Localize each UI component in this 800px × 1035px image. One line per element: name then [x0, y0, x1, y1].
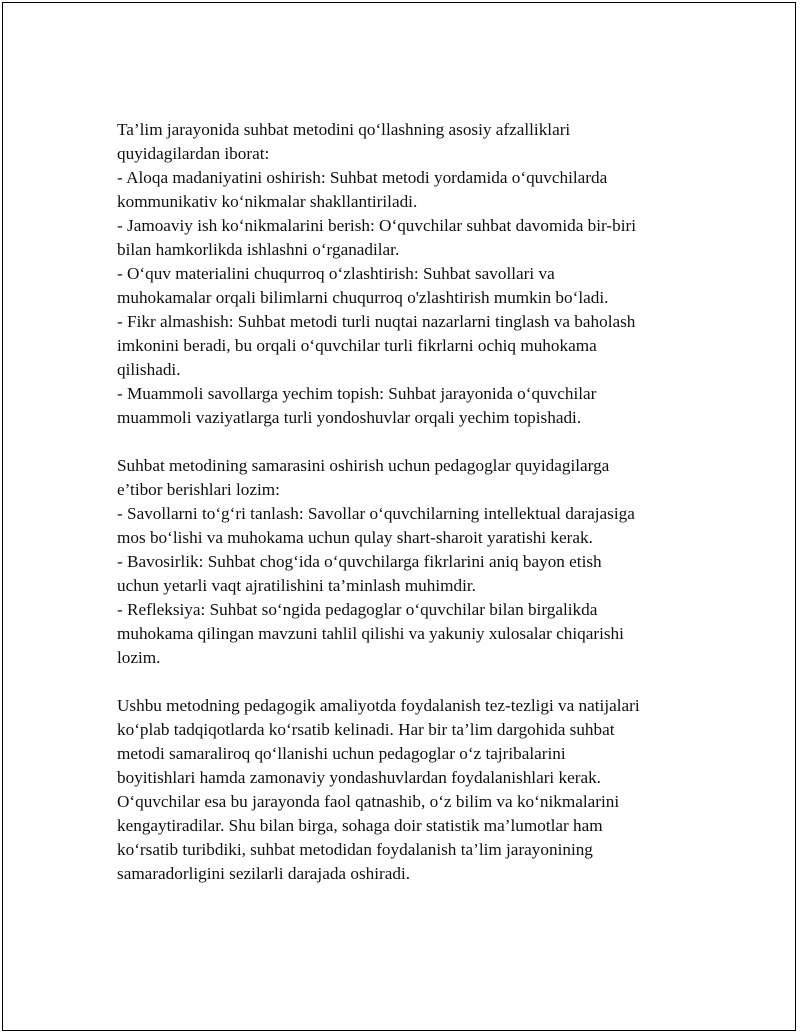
text-line: kommunikativ ko‘nikmalar shakllantiriladi.: [117, 192, 418, 211]
text-line: Suhbat metodining samarasini oshirish uchun pedagoglar quyidagilarga: [117, 456, 610, 475]
paragraph-gap: [117, 430, 687, 454]
text-line: mos bo‘lishi va muhokama uchun qulay shart-sharoit yaratishi kerak.: [117, 528, 593, 547]
text-line: muhokama qilingan mavzuni tahlil qilishi va yakuniy xulosalar chiqarishi: [117, 624, 624, 643]
list-item-question-selection: - Savollarni to‘g‘ri tanlash: Savollar o‘quvchilarning intellektual darajasiga: [117, 504, 635, 523]
text-line: quyidagilardan iborat:: [117, 144, 270, 163]
text-line: ko‘plab tadqiqotlarda ko‘rsatib kelinadi. Har bir ta’lim dargohida suhbat: [117, 720, 615, 739]
list-item-idea-exchange: - Fikr almashish: Suhbat metodi turli nuqtai nazarlarni tinglash va baholash: [117, 312, 636, 331]
list-item-problem-solving: - Muammoli savollarga yechim topish: Suhbat jarayonida o‘quvchilar: [117, 384, 597, 403]
document-body: [117, 118, 687, 886]
text-line: bilan hamkorlikda ishlashni o‘rganadilar.: [117, 240, 400, 259]
text-line: kengaytiradilar. Shu bilan birga, sohaga doir statistik ma’lumotlar ham: [117, 816, 603, 835]
text-line: lozim.: [117, 648, 161, 667]
text-line: muhokamalar orqali bilimlarni chuqurroq o'zlashtirish mumkin bo‘ladi.: [117, 288, 609, 307]
list-item-teamwork: - Jamoaviy ish ko‘nikmalarini berish: O‘quvchilar suhbat davomida bir-biri: [117, 216, 636, 235]
list-item-deep-learning: - O‘quv materialini chuqurroq o‘zlashtirish: Suhbat savollari va: [117, 264, 555, 283]
text-line: qilishadi.: [117, 360, 181, 379]
paragraph-recommendations: [117, 454, 687, 670]
text-line: samaradorligini sezilarli darajada oshiradi.: [117, 864, 411, 883]
text-line: Ta’lim jarayonida suhbat metodini qo‘llashning asosiy afzalliklari: [117, 120, 571, 139]
text-line: imkonini beradi, bu orqali o‘quvchilar turli fikrlarni ochiq muhokama: [117, 336, 597, 355]
text-line: ko‘rsatib turibdiki, suhbat metodidan foydalanish ta’lim jarayonining: [117, 840, 593, 859]
text-line: muammoli vaziyatlarga turli yondoshuvlar orqali yechim topishadi.: [117, 408, 582, 427]
paragraph-conclusion: [117, 694, 687, 886]
text-line: O‘quvchilar esa bu jarayonda faol qatnashib, o‘z bilim va ko‘nikmalarini: [117, 792, 620, 811]
text-line: boyitishlari hamda zamonaviy yondashuvlardan foydalanishlari kerak.: [117, 768, 601, 787]
text-line: uchun yetarli vaqt ajratilishini ta’minlash muhimdir.: [117, 576, 476, 595]
text-line: metodi samaraliroq qo‘llanishi uchun pedagoglar o‘z tajribalarini: [117, 744, 566, 763]
paragraph-gap: [117, 670, 687, 694]
list-item-reflection: - Refleksiya: Suhbat so‘ngida pedagoglar o‘quvchilar bilan birgalikda: [117, 600, 598, 619]
list-item-time-allocation: - Bavosirlik: Suhbat chog‘ida o‘quvchilarga fikrlarini aniq bayon etish: [117, 552, 602, 571]
paragraph-advantages: [117, 118, 687, 430]
text-line: e’tibor berishlari lozim:: [117, 480, 280, 499]
list-item-communication: - Aloqa madaniyatini oshirish: Suhbat metodi yordamida o‘quvchilarda: [117, 168, 608, 187]
text-line: Ushbu metodning pedagogik amaliyotda foydalanish tez-tezligi va natijalari: [117, 696, 640, 715]
